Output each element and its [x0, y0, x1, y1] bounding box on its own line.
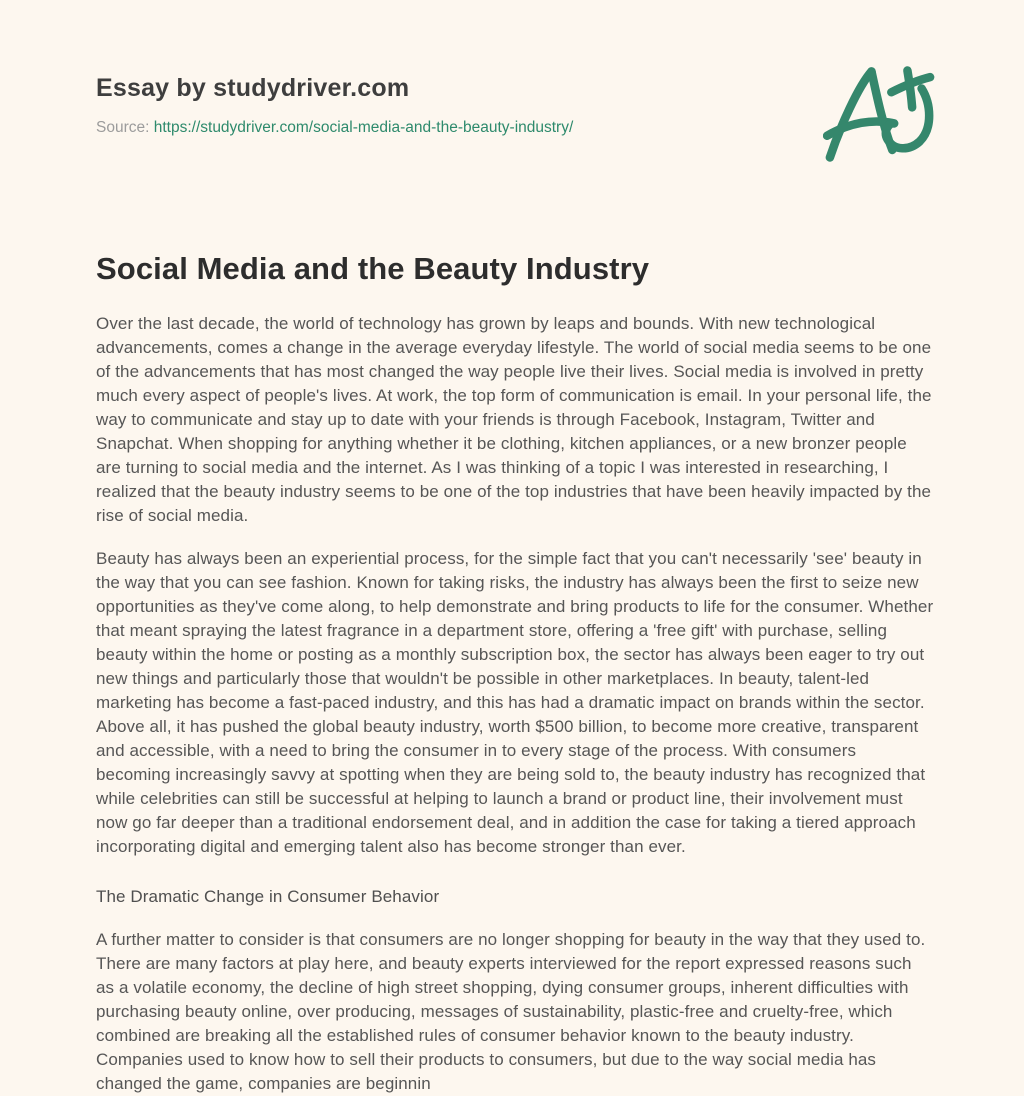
page-header — [96, 0, 934, 137]
essay-paragraph-2: Beauty has always been an experiential process, for the simple fact that you can't necessarily 'see' beauty in the way that you can see fashion. Known for taking risks, the industry has always been the first to seize new opportunities as they've come along, to help demonstrate and bring products to life for the consumer. Whether that meant spraying the latest fragrance in a department store, offering a 'free gift' with purchase, selling beauty within the home or posting as a monthly subscription box, the sector has always been eager to try out new things and particularly those that wouldn't be possible in other marketplaces. In beauty, talent-led marketing has become a fast-paced industry, and this has had a dramatic impact on brands within the sector. Above all, it has pushed the global beauty industry, worth $500 billion, to become more creative, transparent and accessible, with a need to bring the consumer in to every stage of the process. With consumers becoming increasingly savvy at spotting when they are being sold to, the beauty industry has recognized that while celebrities can still be successful at helping to launch a brand or product line, their involvement must now go far deeper than a traditional endorsement deal, and in addition the case for taking a tiered approach incorporating digital and emerging talent also has become stronger than ever. — [96, 549, 934, 856]
essay-paragraph-3: A further matter to consider is that consumers are no longer shopping for beauty in the way that they used to. There are many factors at play here, and beauty experts interviewed for the report expressed reasons such as a volatile economy, the decline of high street shopping, dying consumer groups, inherent difficulties with purchasing beauty online, over producing, messages of sustainability, plastic-free and cruelty-free, which combined are breaking all the established rules of consumer behavior known to the beauty industry. Companies used to know how to sell their products to consumers, but due to the way social media has changed the game, companies are beginnin — [96, 930, 926, 1093]
essay-paragraph-1: Over the last decade, the world of technology has grown by leaps and bounds. With new technological advancements, comes a change in the average everyday lifestyle. The world of social media seems to be one of the advancements that has most changed the way people live their lives. Social media is involved in pretty much every aspect of people's lives. At work, the top form of communication is email. In your personal life, the way to communicate and stay up to date with your friends is through Facebook, Instagram, Twitter and Snapchat. When shopping for anything whether it be clothing, kitchen appliances, or a new bronzer people are turning to social media and the internet. As I was thinking of a topic I was interested in researching, I realized that the beauty industry seems to be one of the top industries that have been heavily impacted by the rise of social media. — [96, 314, 932, 525]
site-header-title: Essay by studydriver.com — [96, 74, 410, 102]
studydriver-a-plus-logo — [823, 62, 937, 166]
section-heading: The Dramatic Change in Consumer Behavior — [96, 887, 440, 906]
source-line — [96, 119, 934, 137]
essay-title: Social Media and the Beauty Industry — [96, 251, 650, 286]
source-label: Source: — [96, 119, 150, 136]
a-plus-logo-icon — [823, 62, 937, 166]
essay-content — [96, 251, 934, 1096]
source-link[interactable]: https://studydriver.com/social-media-and-the-beauty-industry/ — [153, 119, 574, 136]
